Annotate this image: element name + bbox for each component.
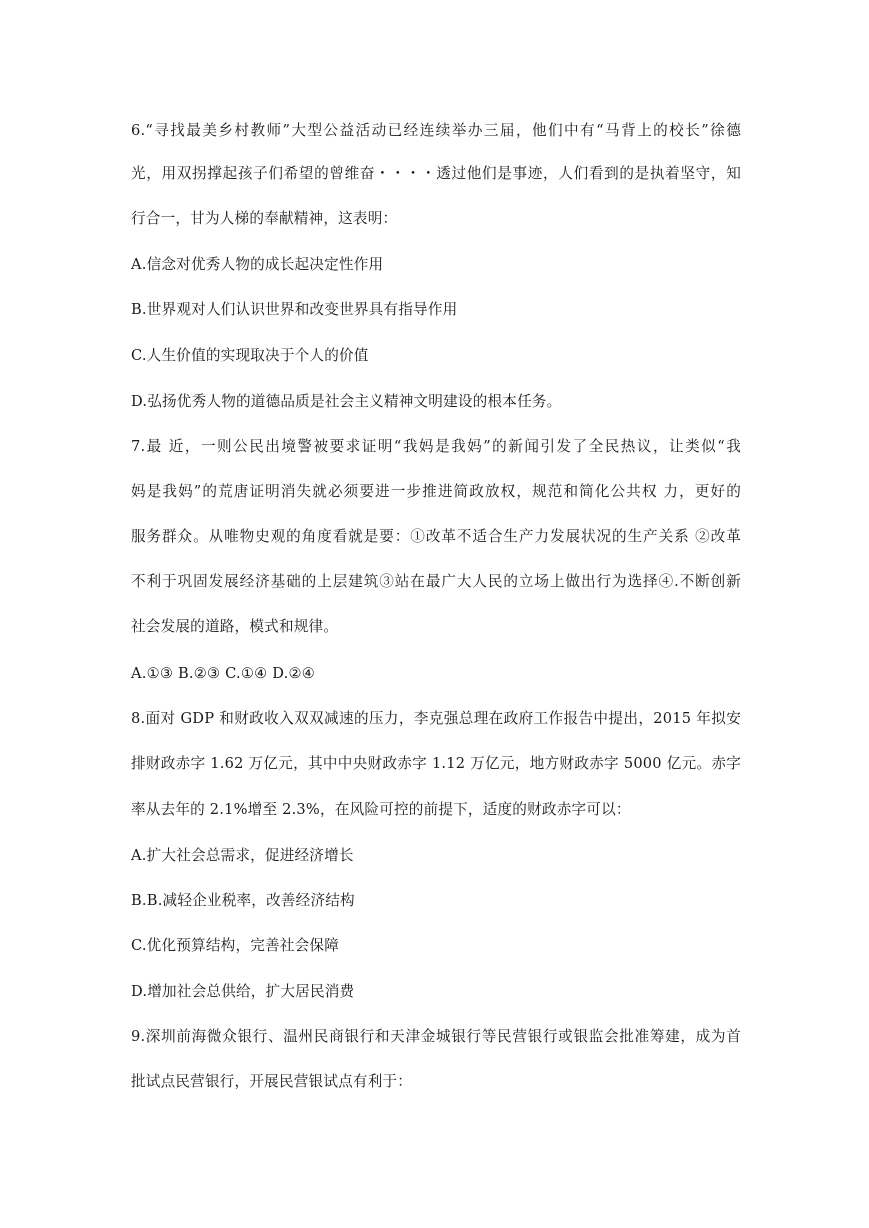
question-6-option-a: A.信念对优秀人物的成长起决定性作用 <box>131 256 384 273</box>
question-8-line-2: 排财政赤字 1.62 万亿元，其中中央财政赤字 1.12 万亿元，地方财政赤字 5000 亿元。赤字 <box>131 755 741 772</box>
question-8-line-1: 8.面对 GDP 和财政收入双双减速的压力，李克强总理在政府工作报告中提出，2015 年拟安 <box>131 710 741 727</box>
question-7-options: A.①③ B.②③ C.①④ D.②④ <box>131 665 316 682</box>
question-8-option-d: D.增加社会总供给，扩大居民消费 <box>131 983 355 1000</box>
question-8-option-c: C.优化预算结构，完善社会保障 <box>131 937 340 954</box>
question-8-option-a: A.扩大社会总需求，促进经济增长 <box>131 847 354 864</box>
question-7-line-4: 不利于巩固发展经济基础的上层建筑③站在最广大人民的立场上做出行为选择④.不断创新 <box>131 573 741 590</box>
question-6-option-d: D.弘扬优秀人物的道德品质是社会主义精神文明建设的根本任务。 <box>131 393 562 410</box>
question-7-line-2: 妈是我妈”的荒唐证明消失就必须要进一步推进简政放权，规范和简化公共权 力，更好的 <box>131 483 741 500</box>
question-6-line-2: 光，用双拐撑起孩子们希望的曾维奋・・・・透过他们是事迹，人们看到的是执着坚守，知 <box>131 165 741 182</box>
question-8-option-b: B.B.减轻企业税率，改善经济结构 <box>131 892 355 909</box>
question-6-option-c: C.人生价值的实现取决于个人的价值 <box>131 347 369 364</box>
question-7-line-3: 服务群众。从唯物史观的角度看就是要：①改革不适合生产力发展状况的生产关系 ②改革 <box>131 528 741 545</box>
question-9-line-1: 9.深圳前海微众银行、温州民商银行和天津金城银行等民营银行或银监会批准筹建，成为首 <box>131 1028 741 1045</box>
question-7-line-5: 社会发展的道路，模式和规律。 <box>131 618 339 635</box>
question-7-line-1: 7.最 近，一则公民出境警被要求证明“我妈是我妈”的新闻引发了全民热议，让类似“我 <box>131 438 741 455</box>
question-6-option-b: B.世界观对人们认识世界和改变世界具有指导作用 <box>131 301 458 318</box>
question-8-line-3: 率从去年的 2.1%增至 2.3%，在风险可控的前提下，适度的财政赤字可以： <box>131 801 631 818</box>
question-6-line-3: 行合一，甘为人梯的奉献精神，这表明： <box>131 210 398 227</box>
question-6-line-1: 6.“寻找最美乡村教师”大型公益活动已经连续举办三届，他们中有“马背上的校长”徐德 <box>131 122 741 139</box>
question-9-line-2: 批试点民营银行，开展民营银试点有利于： <box>131 1073 413 1090</box>
